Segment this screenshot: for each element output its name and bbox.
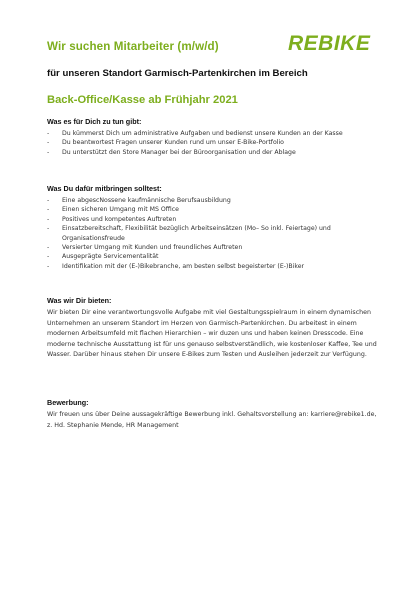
- application-section: [47, 398, 377, 431]
- list-item: - Einsatzbereitschaft, Flexibilität bezüglich Arbeitseinsätzen (Mo– So inkl. Feiertage) und Organisationsfreude: [47, 225, 331, 242]
- list-item: - Du kümmerst Dich um administrative Aufgaben und bedienst unsere Kunden an der Kasse: [47, 130, 343, 137]
- offer-title: Was wir Dir bieten:: [47, 296, 112, 305]
- offer-section: [47, 296, 377, 361]
- offer-text: Wir bieten Dir eine verantwortungsvolle Aufgabe mit viel Gestaltungsspielraum in einem dynamischen Unternehmen an unserem Standort im Herzen von Garmisch-Partenkirchen. Du arbeitest in einem modernen Arbeitsumfeld mit flachen Hierarchien – wir duzen uns und haben keinen Dresscode. Eine moderne technische Ausstattung ist für uns genauso selbstverständlich, wie kostenloser Kaffee, Tee und Wasser. Darüber hinaus stehen Dir unsere E-Bikes zum Testen und Ausleihen jederzeit zur Verfügung.: [47, 309, 377, 358]
- requirements-title: Was Du dafür mitbringen solltest:: [47, 184, 162, 193]
- tasks-list: [47, 129, 377, 157]
- list-item: - Eine abgescNossene kaufmännische Berufsausbildung: [47, 197, 231, 204]
- list-item: - Identifikation mit der (E-)Bikebranche, am besten selbst begeisterter (E-)Biker: [47, 262, 305, 270]
- job-title: Wir suchen Mitarbeiter (m/w/d): [47, 40, 219, 53]
- list-item: - Ausgeprägte Servicementalität: [47, 253, 159, 261]
- application-title: Bewerbung:: [47, 398, 89, 407]
- list-item: - Positives und kompetentes Auftreten: [47, 215, 177, 223]
- list-item: - Einen sicheren Umgang mit MS Office: [47, 206, 179, 214]
- location-subtitle: für unseren Standort Garmisch-Partenkirchen im Bereich: [47, 68, 308, 79]
- list-item: - Du unterstützt den Store Manager bei der Büroorganisation und der Ablage: [47, 148, 296, 156]
- logo-text: REBIKE: [288, 32, 371, 54]
- list-item: - Du beantwortest Fragen unserer Kunden rund um unser E-Bike-Portfolio: [47, 139, 284, 147]
- position-title: Back-Office/Kasse ab Frühjahr 2021: [47, 94, 238, 106]
- tasks-section: [47, 117, 377, 157]
- requirements-section: [47, 184, 377, 271]
- tasks-title: Was es für Dich zu tun gibt:: [47, 117, 142, 126]
- list-item: - Versierter Umgang mit Kunden und freundliches Auftreten: [47, 244, 243, 252]
- rebike-logo: [288, 32, 372, 54]
- requirements-list: [47, 196, 377, 271]
- application-text: Wir freuen uns über Deine aussagekräftige Bewerbung inkl. Gehaltsvorstellung an: karriere@rebike1.de, z. Hd. Stephanie Mende, HR Management: [47, 411, 377, 429]
